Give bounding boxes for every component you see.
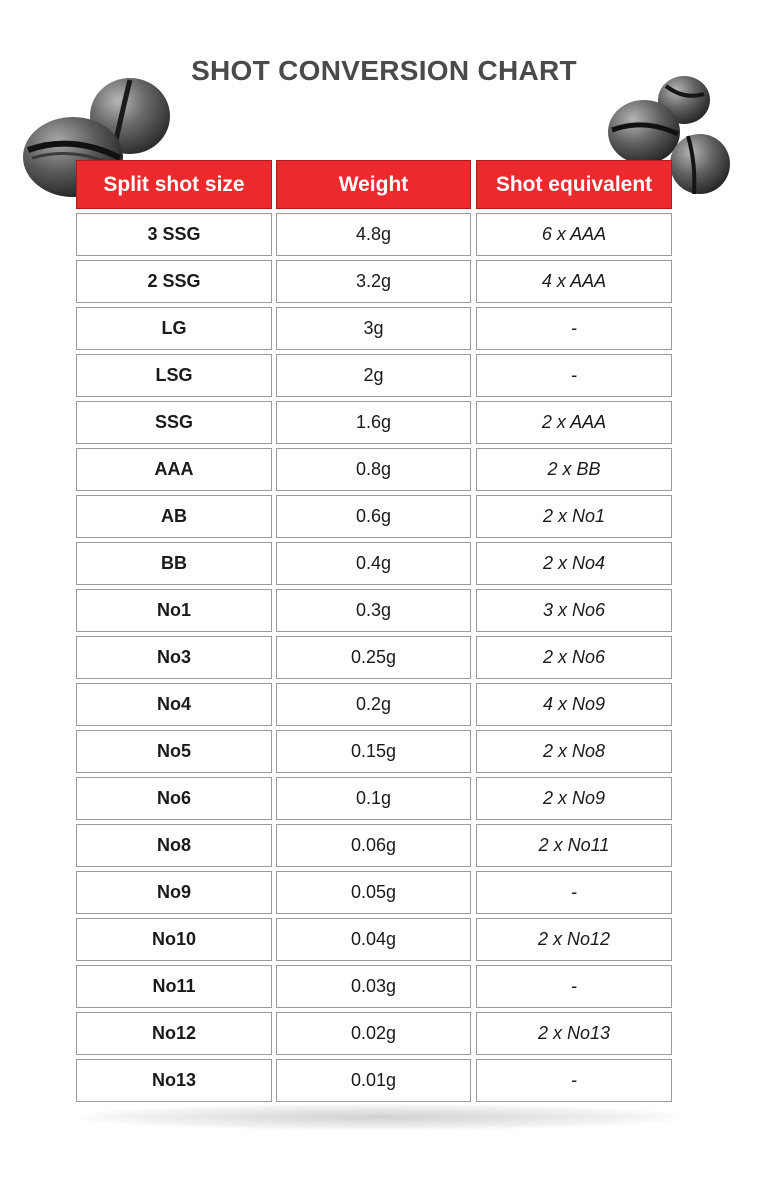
- weight-cell: 0.2g: [276, 683, 471, 726]
- header-weight: Weight: [276, 160, 471, 209]
- split-shot-size-cell: AAA: [76, 448, 272, 491]
- weight-cell: 0.3g: [276, 589, 471, 632]
- shot-equivalent-cell: 3 x No6: [476, 589, 672, 632]
- shot-equivalent-cell: 4 x AAA: [476, 260, 672, 303]
- shot-equivalent-cell: 4 x No9: [476, 683, 672, 726]
- header-split-shot-size: Split shot size: [76, 160, 272, 209]
- shot-equivalent-cell: 2 x No1: [476, 495, 672, 538]
- weight-cell: 0.02g: [276, 1012, 471, 1055]
- shot-equivalent-cell: 2 x No13: [476, 1012, 672, 1055]
- shot-equivalent-cell: 2 x No8: [476, 730, 672, 773]
- weight-cell: 4.8g: [276, 213, 471, 256]
- weight-cell: 1.6g: [276, 401, 471, 444]
- split-shot-size-cell: No11: [76, 965, 272, 1008]
- weight-cell: 0.6g: [276, 495, 471, 538]
- weight-cell: 0.15g: [276, 730, 471, 773]
- shot-equivalent-cell: 2 x No11: [476, 824, 672, 867]
- shot-equivalent-cell: 2 x No6: [476, 636, 672, 679]
- table-shadow: [80, 1104, 680, 1130]
- weight-cell: 0.01g: [276, 1059, 471, 1102]
- split-shot-size-cell: 2 SSG: [76, 260, 272, 303]
- split-shot-size-cell: No4: [76, 683, 272, 726]
- page-title: SHOT CONVERSION CHART: [191, 55, 577, 86]
- shot-equivalent-cell: -: [476, 307, 672, 350]
- shot-equivalent-cell: 2 x No9: [476, 777, 672, 820]
- weight-cell: 2g: [276, 354, 471, 397]
- shot-equivalent-cell: 2 x No4: [476, 542, 672, 585]
- shot-equivalent-cell: 6 x AAA: [476, 213, 672, 256]
- weight-cell: 3.2g: [276, 260, 471, 303]
- shot-equivalent-cell: 2 x AAA: [476, 401, 672, 444]
- header-shot-equivalent: Shot equivalent: [476, 160, 672, 209]
- weight-cell: 0.06g: [276, 824, 471, 867]
- shot-equivalent-cell: -: [476, 354, 672, 397]
- split-shot-size-cell: 3 SSG: [76, 213, 272, 256]
- split-shot-size-cell: LSG: [76, 354, 272, 397]
- split-shot-size-cell: No12: [76, 1012, 272, 1055]
- split-shot-size-cell: No13: [76, 1059, 272, 1102]
- split-shot-size-cell: BB: [76, 542, 272, 585]
- weight-cell: 0.03g: [276, 965, 471, 1008]
- weight-cell: 0.05g: [276, 871, 471, 914]
- weight-cell: 0.25g: [276, 636, 471, 679]
- split-shot-size-cell: SSG: [76, 401, 272, 444]
- weight-cell: 0.04g: [276, 918, 471, 961]
- split-shot-size-cell: No8: [76, 824, 272, 867]
- shot-equivalent-cell: -: [476, 871, 672, 914]
- shot-equivalent-cell: 2 x BB: [476, 448, 672, 491]
- weight-cell: 3g: [276, 307, 471, 350]
- split-shot-size-cell: No1: [76, 589, 272, 632]
- split-shot-size-cell: No10: [76, 918, 272, 961]
- split-shot-size-cell: No6: [76, 777, 272, 820]
- shot-equivalent-cell: -: [476, 1059, 672, 1102]
- split-shot-size-cell: LG: [76, 307, 272, 350]
- split-shot-size-cell: No5: [76, 730, 272, 773]
- shot-equivalent-cell: -: [476, 965, 672, 1008]
- weight-cell: 0.4g: [276, 542, 471, 585]
- weight-cell: 0.8g: [276, 448, 471, 491]
- weight-cell: 0.1g: [276, 777, 471, 820]
- shot-equivalent-cell: 2 x No12: [476, 918, 672, 961]
- split-shot-size-cell: AB: [76, 495, 272, 538]
- split-shot-size-cell: No9: [76, 871, 272, 914]
- split-shot-size-cell: No3: [76, 636, 272, 679]
